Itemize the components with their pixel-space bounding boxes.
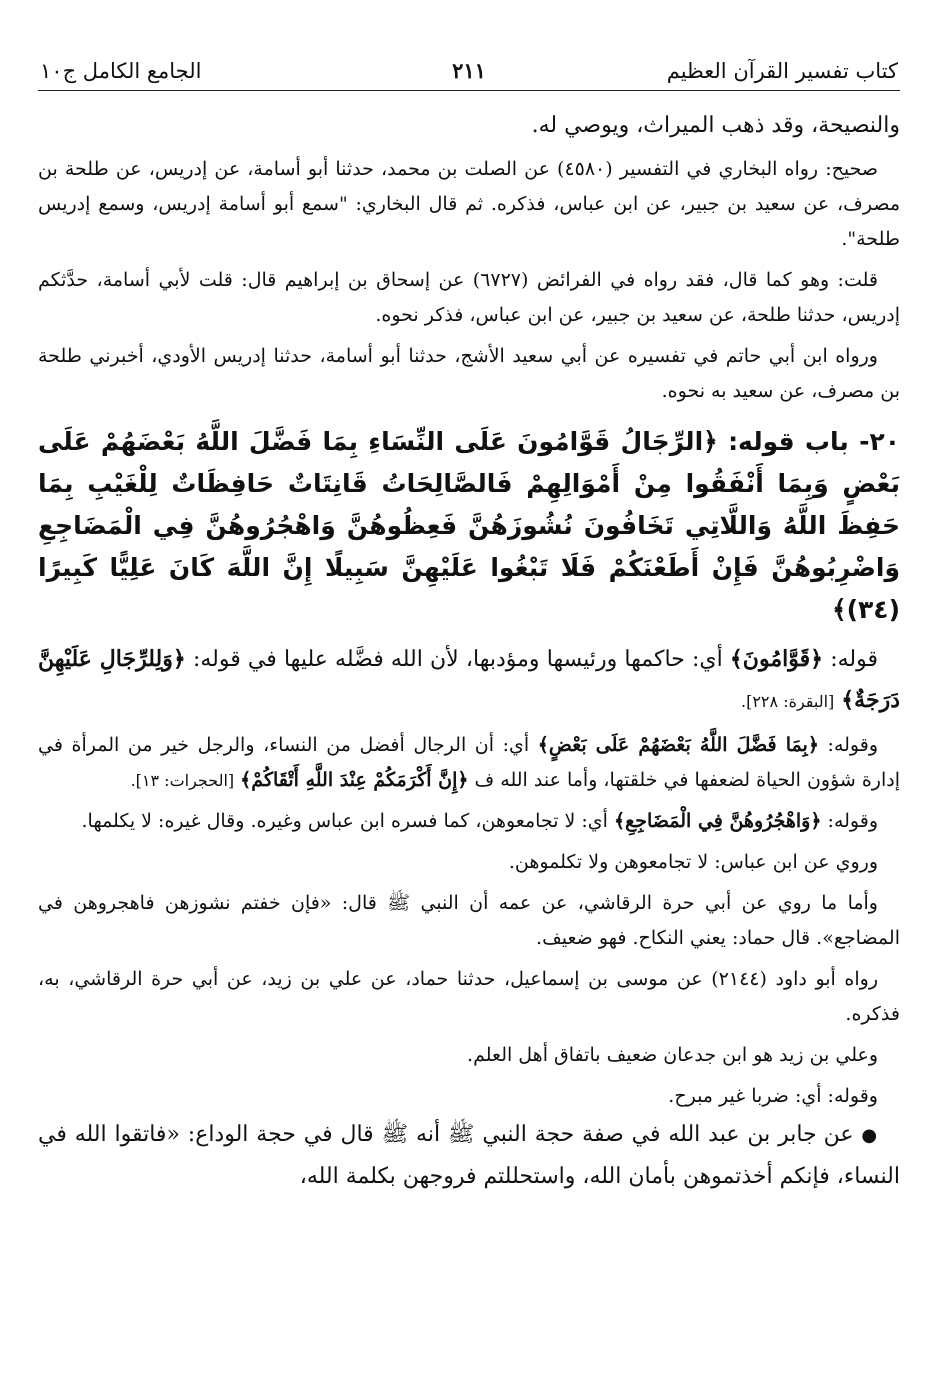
text-segment: قوله:	[830, 647, 878, 672]
commentary-qawwamun	[38, 639, 900, 722]
bullet-icon: ●	[861, 1125, 878, 1146]
commentary-preference	[38, 728, 900, 798]
quran-quote: ﴿وَاهْجُرُوهُنَّ فِي الْمَضَاجِعِ﴾	[614, 810, 822, 832]
quran-quote: ﴿وَلِلرِّجَالِ عَلَيْهِنَّ دَرَجَةٌ﴾	[38, 646, 900, 713]
text-segment: أي: أن الرجال أفضل من النساء، والرجل خير من المرأة في إدارة شؤون الحياة لضعفها في خلقتها، وأما عند الله ف	[38, 734, 900, 791]
chapter-verse: ﴿الرِّجَالُ قَوَّامُونَ عَلَى النِّسَاءِ بِمَا فَضَّلَ اللَّهُ بَعْضَهُمْ عَلَى بَعْضٍ وَبِمَا أَنْفَقُوا مِنْ أَمْوَالِهِمْ فَالصَّالِحَاتُ قَانِتَاتٌ حَافِظَاتٌ لِلْغَيْبِ بِمَا حَفِظَ اللَّهُ وَاللَّاتِي تَخَافُونَ نُشُوزَهُنَّ فَعِظُوهُنَّ وَاهْجُرُوهُنَّ فِي الْمَضَاجِعِ وَاضْرِبُوهُنَّ فَإِنْ أَطَعْنَكُمْ فَلَا تَبْغُوا عَلَيْهِنَّ سَبِيلًا إِنَّ اللَّهَ كَانَ عَلِيًّا كَبِيرًا (٣٤)﴾	[38, 427, 900, 624]
abu-dawud-narration: رواه أبو داود (٢١٤٤) عن موسى بن إسماعيل، حدثنا حماد، عن علي بن زيد، عن أبي حرة الرقاشي، به، فذكره.	[38, 968, 900, 1025]
author-note: قلت: وهو كما قال، فقد رواه في الفرائض (٦٧٢٧) عن إسحاق بن إبراهيم قال: قلت لأبي أسامة، حدَّثكم إدريس، حدثنا طلحة، عن سعيد بن جبير، عن ابن عباس، فذكر نحوه.	[38, 269, 900, 326]
book-page	[38, 52, 900, 1352]
text-segment: أي: حاكمها ورئيسها ومؤدبها، لأن الله فضَّله عليها في قوله:	[192, 647, 723, 672]
commentary-hajr	[38, 804, 900, 839]
weak-narration: وأما ما روي عن أبي حرة الرقاشي، عن عمه أن النبي ﷺ قال: «فإن خفتم نشوزهن فاهجروهن في المضاجع». قال حماد: يعني النكاح. فهو ضعيف.	[38, 892, 900, 949]
narrator-grading: وعلي بن زيد هو ابن جدعان ضعيف باتفاق أهل العلم.	[467, 1044, 878, 1066]
verse-reference: [الحجرات: ١٣].	[130, 771, 235, 790]
text-segment: وقوله:	[827, 734, 878, 756]
page-body	[38, 105, 900, 1197]
verse-reference: [البقرة: ٢٢٨].	[741, 692, 835, 711]
quran-quote: ﴿إِنَّ أَكْرَمَكُمْ عِنْدَ اللَّهِ أَتْقَاكُمْ﴾	[240, 769, 469, 791]
chapter-label: ٢٠- باب قوله:	[728, 427, 900, 456]
commentary-darb: وقوله: أي: ضربا غير مبرح.	[668, 1085, 878, 1107]
hadith-grading: صحيح: رواه البخاري في التفسير (٤٥٨٠) عن الصلت بن محمد، حدثنا أبو أسامة، عن إدريس، عن طلحة بن مصرف، عن سعيد بن جبير، عن ابن عباس، فذكره. ثم قال البخاري: "سمع أبو أسامة إدريس، وسمع إدريس طلحة".	[38, 158, 900, 250]
jabir-hadith	[38, 1114, 900, 1197]
running-header	[38, 52, 900, 91]
volume-title: الجامع الكامل ج١٠	[40, 59, 202, 83]
ibn-abbas-narration: وروي عن ابن عباس: لا تجامعوهن ولا تكلموهن.	[508, 851, 878, 873]
text-segment: عن جابر بن عبد الله في صفة حجة النبي ﷺ أنه ﷺ قال في حجة الوداع: «فاتقوا الله في النساء، فإنكم أخذتموهن بأمان الله، واستحللتم فروجهن بكلمة الله،	[38, 1122, 900, 1189]
narration-note: ورواه ابن أبي حاتم في تفسيره عن أبي سعيد الأشج، حدثنا أبو أسامة، حدثنا إدريس الأودي، أخبرني طلحة بن مصرف، عن سعيد به نحوه.	[38, 345, 900, 402]
book-title: كتاب تفسير القرآن العظيم	[666, 59, 898, 83]
chapter-heading	[38, 421, 900, 631]
text-segment: أي: لا تجامعوهن، كما فسره ابن عباس وغيره. وقال غيره: لا يكلمها.	[81, 810, 608, 832]
page-number: ٢١١	[452, 58, 486, 83]
quran-quote: ﴿قَوَّامُونَ﴾	[729, 646, 823, 672]
text-segment: وقوله:	[827, 810, 878, 832]
quran-quote: ﴿بِمَا فَضَّلَ اللَّهُ بَعْضَهُمْ عَلَى بَعْضٍ﴾	[537, 734, 819, 756]
paragraph-continuation: والنصيحة، وقد ذهب الميراث، ويوصي له.	[531, 113, 900, 138]
